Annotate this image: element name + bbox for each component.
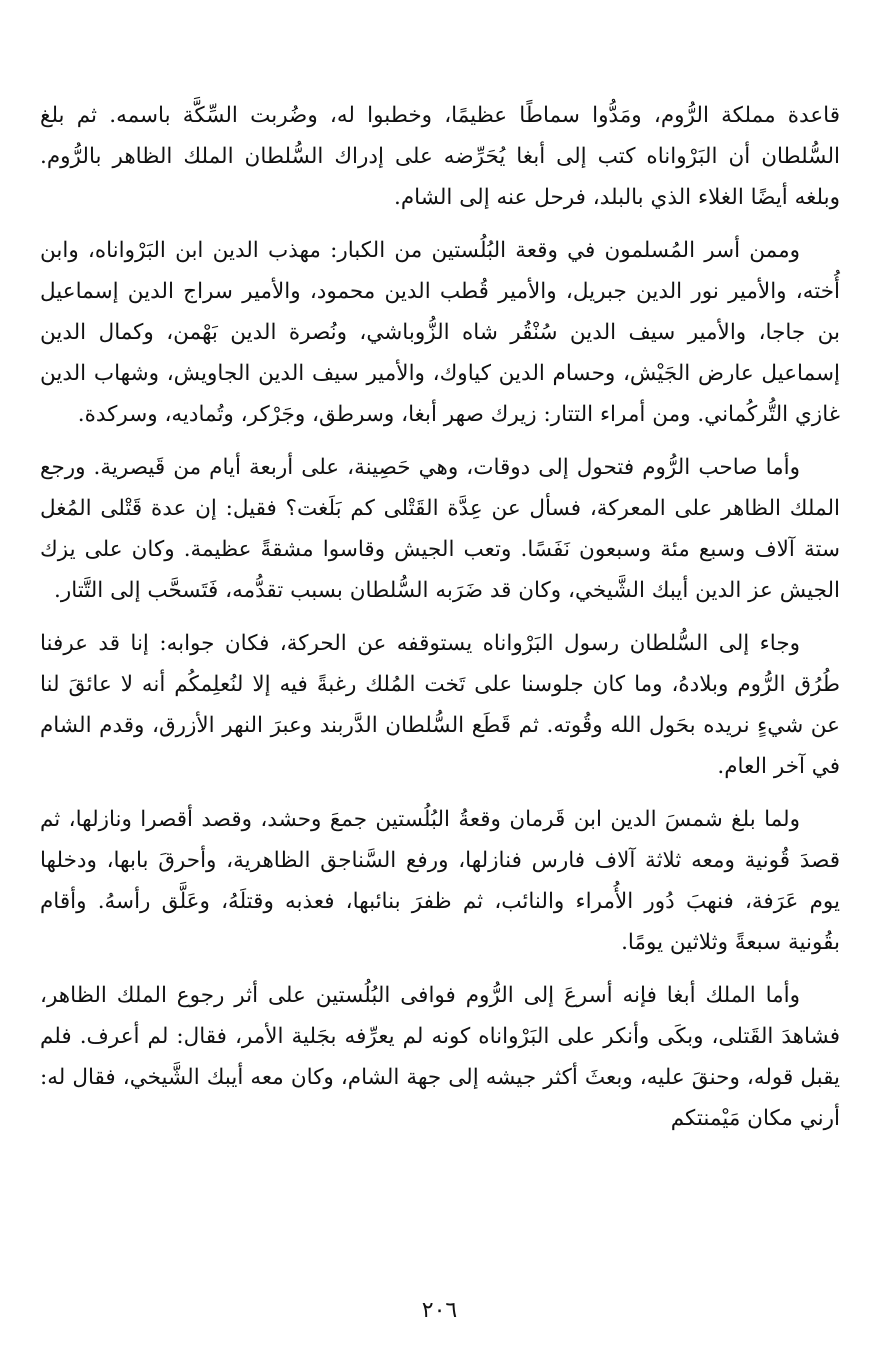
paragraph-1: قاعدة مملكة الرُّوم، ومَدُّوا سماطًا عظيمًا، وخطبوا له، وضُربت السِّكَّة باسمه. ثم بلغ السُّلطان أن البَرْواناه كتب إلى أبغا يُحَرِّضه على إدراك السُّلطان الملك الظاهر بالرُّوم. وبلغه أيضًا الغلاء الذي بالبلد، فرحل عنه إلى الشام.	[40, 103, 840, 210]
page-body	[40, 95, 840, 1325]
paragraph-2: وممن أسر المُسلمون في وقعة البُلُستين من الكبار: مهذب الدين ابن البَرْواناه، وابن أُخته، والأمير نور الدين جبريل، والأمير قُطب الدين محمود، والأمير سراج الدين إسماعيل بن جاجا، والأمير سيف الدين سُنْقُر شاه الزُّوباشي، ونُصرة الدين بَهْمن، وكمال الدين إسماعيل عارض الجَيْش، وحسام الدين كياوك، والأمير سيف الدين الجاويش، وشهاب الدين غازي التُّركُماني. ومن أمراء التتار: زيرك صهر أبغا، وسرطق، وجَرْكر، وتُماديه، وسركدة.	[40, 238, 840, 427]
paragraph-3: وأما صاحب الرُّوم فتحول إلى دوقات، وهي حَصِينة، على أربعة أيام من قَيصرية. ورجع الملك الظاهر على المعركة، فسأل عن عِدَّة القَتْلى كم بَلَغت؟ فقيل: إن عدة قَتْلى المُغل ستة آلاف وسبع مئة وسبعون نَفَسًا. وتعب الجيش وقاسوا مشقةً عظيمة. وكان على يزك الجيش عز الدين أيبك الشَّيخي، وكان قد ضَرَبه السُّلطان بسبب تقدُّمه، فَتَسحَّب إلى التَّتار.	[40, 455, 840, 603]
paragraph-6: وأما الملك أبغا فإنه أسرعَ إلى الرُّوم فوافى البُلُستين على أثر رجوع الملك الظاهر، فشاهدَ القَتلى، وبكَى وأنكر على البَرْواناه كونه لم يعرِّفه بجَلية الأمر، فقال: لم أعرف. فلم يقبل قوله، وحنقَ عليه، وبعثَ أكثر جيشه إلى جهة الشام، وكان معه أيبك الشَّيخي، فقال له: أرني مكان مَيْمنتكم	[40, 983, 840, 1131]
paragraph-5: ولما بلغ شمسَ الدين ابن قَرمان وقعةُ البُلُستين جمعَ وحشد، وقصد أقصرا ونازلها، ثم قصدَ قُونية ومعه ثلاثة آلاف فارس فنازلها، ورفع السَّناجق الظاهرية، وأحرقَ بابها، ودخلها يوم عَرَفة، فنهبَ دُور الأُمراء والنائب، ثم ظفرَ بنائبها، فعذبه وقتلَهُ، وعَلَّق رأسهُ. وأقام بقُونية سبعةً وثلاثين يومًا.	[40, 807, 840, 955]
paragraph-4: وجاء إلى السُّلطان رسول البَرْواناه يستوقفه عن الحركة، فكان جوابه: إنا قد عرفنا طُرُق الرُّوم وبلادهُ، وما كان جلوسنا على تَخت المُلك رغبةً فيه إلا لنُعلِمكُم أنه لا عائقَ لنا عن شيءٍ نريده بحَول الله وقُوته. ثم قَطَع السُّلطان الدَّربند وعبرَ النهر الأزرق، وقدم الشام في آخر العام.	[40, 631, 840, 779]
page-number: ٢٠٦	[421, 1298, 458, 1323]
